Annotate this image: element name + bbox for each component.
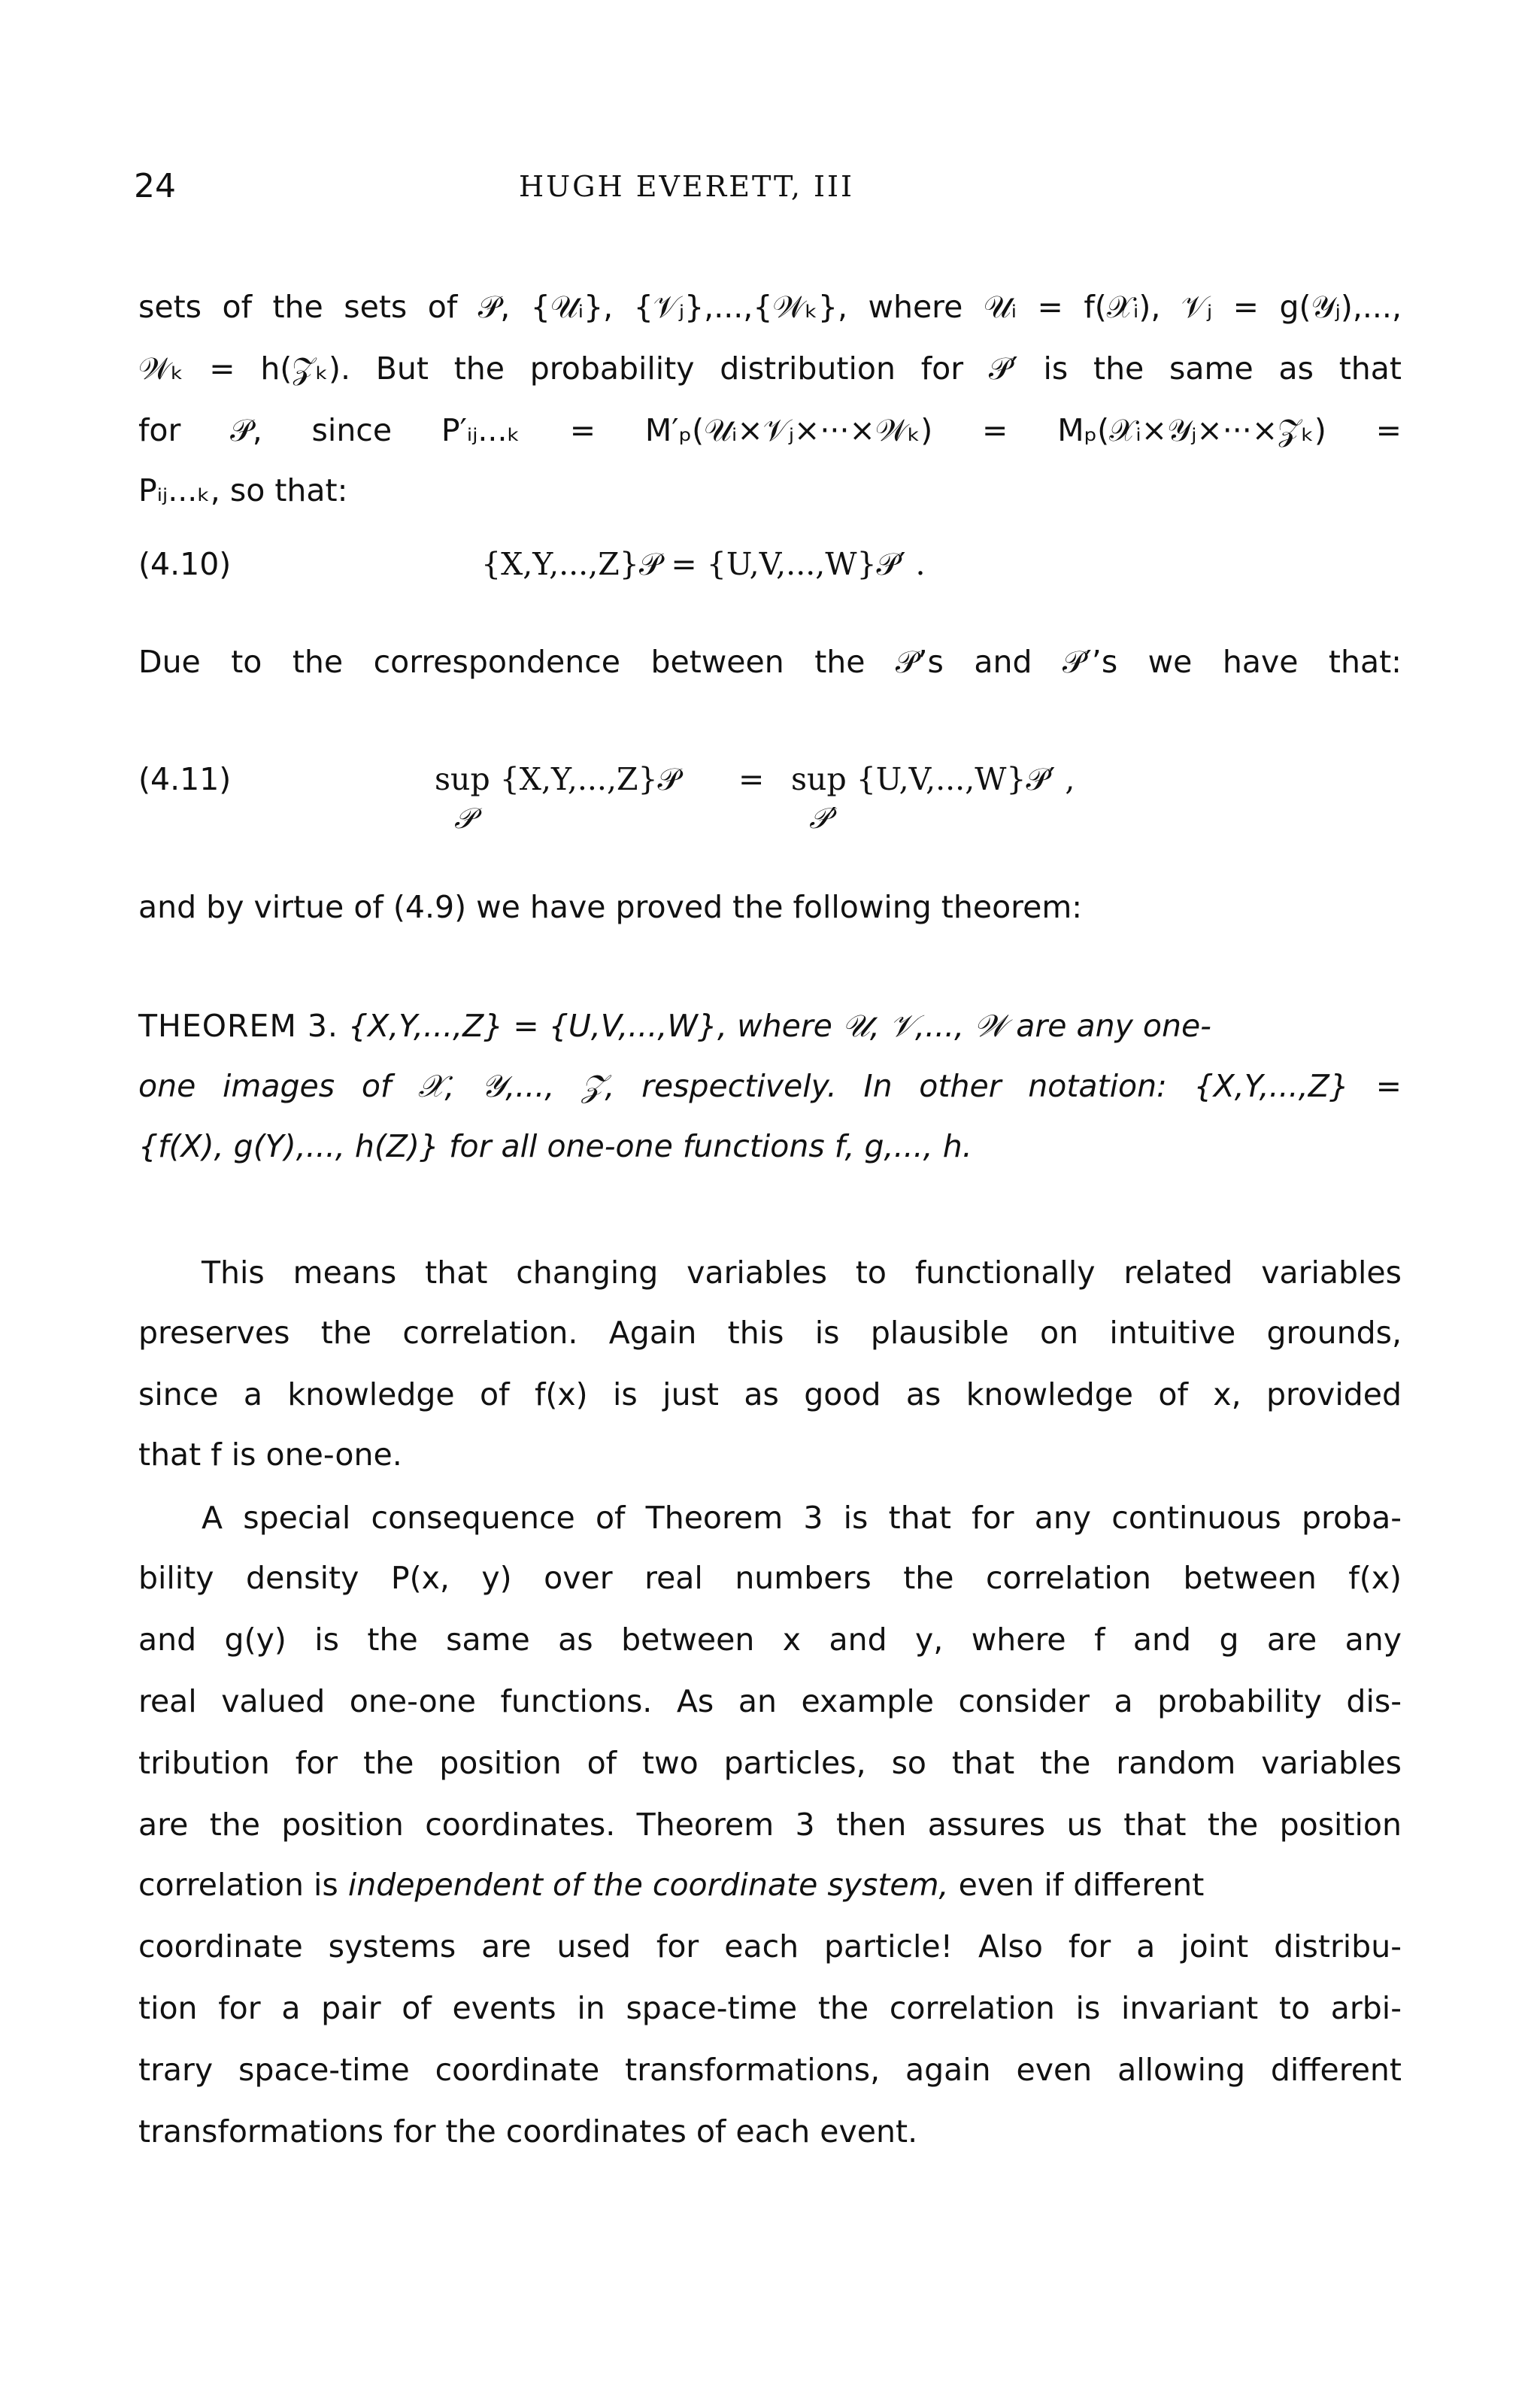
equation-4-11-lhs: sup {X,Y,...,Z}𝒫 (435, 761, 681, 797)
text-line: are the position coordinates. Theorem 3 then assures us that the position (138, 1807, 1402, 1843)
equation-4-11-rhs: sup {U,V,...,W}𝒫′ , (791, 761, 1075, 797)
running-head: HUGH EVERETT, III (519, 170, 855, 203)
theorem-line (138, 1005, 1402, 1047)
theorem-label: THEOREM 3. (138, 1008, 338, 1044)
equation-4-11-rhs-subscript: 𝒫′ (809, 802, 837, 835)
equation-4-10: {X,Y,...,Z}𝒫 = {U,V,...,W}𝒫′ . (481, 546, 926, 582)
text-span: correlation is (138, 1867, 338, 1903)
emphasis-text: independent of the coordinate system, (347, 1867, 949, 1903)
page-header (0, 167, 1540, 212)
text-line: coordinate systems are used for each particle! Also for a joint distribu- (138, 1928, 1402, 1965)
text-line: that f is one-one. (138, 1437, 402, 1473)
text-line: bility density P(x, y) over real numbers the correlation between f(x) (138, 1560, 1402, 1596)
text-line: trary space-time coordinate transformations, again even allowing different (138, 2052, 1402, 2088)
equation-4-11-equals: = (738, 761, 765, 797)
equation-number: (4.11) (138, 761, 232, 797)
text-line: for 𝒫, since P′ᵢⱼ...ₖ = M′ₚ(𝒰ᵢ×𝒱ⱼ×···×𝒲ₖ) = Mₚ(𝒳ᵢ×𝒴ⱼ×···×𝒵ₖ) = (138, 412, 1402, 448)
text-line: This means that changing variables to functionally related variables (202, 1255, 1402, 1291)
text-line: and by virtue of (4.9) we have proved the following theorem: (138, 889, 1083, 925)
theorem-line: {f(X), g(Y),..., h(Z)} for all one-one functions f, g,..., h. (138, 1128, 972, 1164)
text-line: transformations for the coordinates of each event. (138, 2113, 918, 2150)
text-line: and g(y) is the same as between x and y, where f and g are any (138, 1622, 1402, 1658)
equation-4-11-lhs-subscript: 𝒫 (454, 802, 475, 835)
text-line: sets of the sets of 𝒫, {𝒰ᵢ}, {𝒱ⱼ},...,{𝒲ₖ}, where 𝒰ᵢ = f(𝒳ᵢ), 𝒱ⱼ = g(𝒴ⱼ),..., (138, 289, 1402, 325)
text-span: even if different (958, 1867, 1205, 1903)
theorem-text: {X,Y,...,Z} = {U,V,...,W}, where 𝒰, 𝒱,..., 𝒲 are any one- (348, 1008, 1211, 1044)
text-line: Due to the correspondence between the 𝒫’s and 𝒫′’s we have that: (138, 644, 1402, 680)
page-number: 24 (134, 167, 176, 205)
text-line: tion for a pair of events in space-time the correlation is invariant to arbi- (138, 1990, 1402, 2026)
equation-number: (4.10) (138, 546, 232, 582)
theorem-line: one images of 𝒳, 𝒴,..., 𝒵, respectively. In other notation: {X,Y,...,Z} = (138, 1068, 1402, 1104)
text-line (138, 1864, 1402, 1906)
text-line: preserves the correlation. Again this is plausible on intuitive grounds, (138, 1315, 1402, 1351)
text-line: A special consequence of Theorem 3 is that for any continuous proba- (202, 1500, 1402, 1536)
text-line: since a knowledge of f(x) is just as good as knowledge of x, provided (138, 1376, 1402, 1412)
text-line: Pᵢⱼ...ₖ, so that: (138, 472, 348, 508)
text-line: 𝒲ₖ = h(𝒵ₖ). But the probability distribution for 𝒫′ is the same as that (138, 350, 1402, 387)
text-line: tribution for the position of two particles, so that the random variables (138, 1745, 1402, 1781)
text-line: real valued one-one functions. As an example consider a probability dis- (138, 1683, 1402, 1719)
